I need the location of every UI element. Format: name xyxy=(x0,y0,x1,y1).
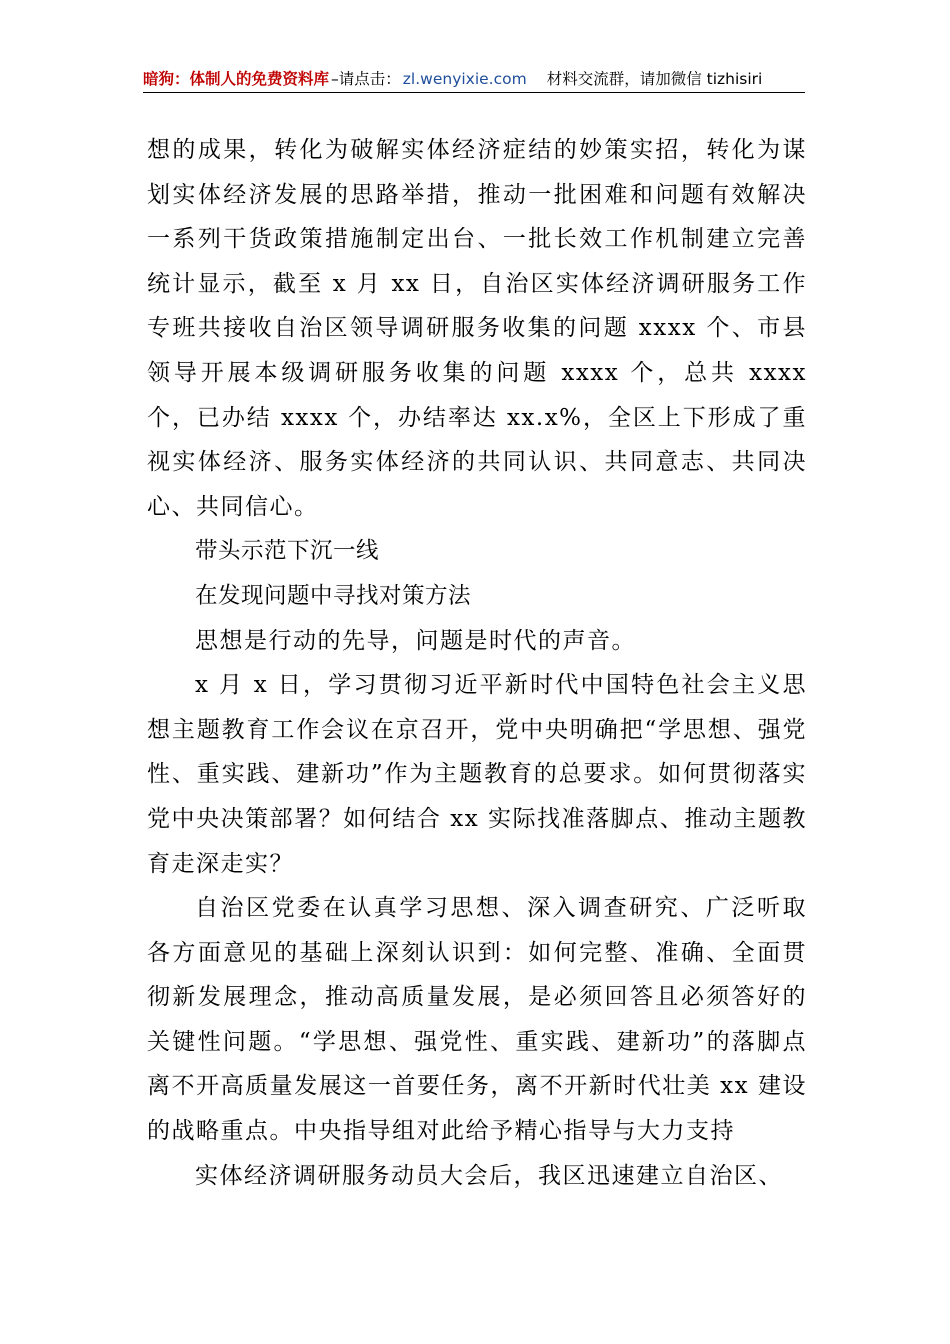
paragraph-5: 实体经济调研服务动员大会后，我区迅速建立自治区、 xyxy=(195,1162,783,1189)
header-link[interactable]: zl.wenyixie.com xyxy=(402,70,527,88)
header-prompt: –请点击： xyxy=(331,70,401,88)
paragraph-3: x 月 x 日，学习贯彻习近平新时代中国特色社会主义思想主题教育工作会议在京召开，党中央明确把“学思想、强党性、重实践、建新功”作为主题教育的总要求。如何贯彻落实党中央决策部署？如何结合 xx 实际找准落脚点、推动主题教育走深走实？ xyxy=(147,672,807,877)
page-header xyxy=(143,66,805,93)
document-body xyxy=(147,128,807,1198)
paragraph-1: 想的成果，转化为破解实体经济症结的妙策实招，转化为谋划实体经济发展的思路举措，推动一批困难和问题有效解决一系列干货政策措施制定出台、一批长效工作机制建立完善统计显示，截至 x 月 xx 日，自治区实体经济调研服务工作专班共接收自治区领导调研服务收集的问题 xxxx 个、市县领导开展本级调研服务收集的问题 xxxx 个，总共 xxxx 个，已办结 xxxx 个，办结率达 xx.x%，全区上下形成了重视实体经济、服务实体经济的共同认识、共同意志、共同决心、共同信心。 xyxy=(147,137,807,520)
header-brand: 暗狗：体制人的免费资料库 xyxy=(143,70,330,88)
section-heading-2: 在发现问题中寻找对策方法 xyxy=(195,582,472,609)
section-heading-1: 带头示范下沉一线 xyxy=(195,538,380,565)
paragraph-2: 思想是行动的先导，问题是时代的声音。 xyxy=(195,627,636,654)
header-contact: 材料交流群，请加微信 tizhisiri xyxy=(546,70,763,88)
paragraph-4: 自治区党委在认真学习思想、深入调查研究、广泛听取各方面意见的基础上深刻认识到：如何完整、准确、全面贯彻新发展理念，推动高质量发展，是必须回答且必须答好的关键性问题。“学思想、强党性、重实践、建新功”的落脚点离不开高质量发展这一首要任务，离不开新时代壮美 xx 建设的战略重点。中央指导组对此给予精心指导与大力支持 xyxy=(147,895,807,1145)
